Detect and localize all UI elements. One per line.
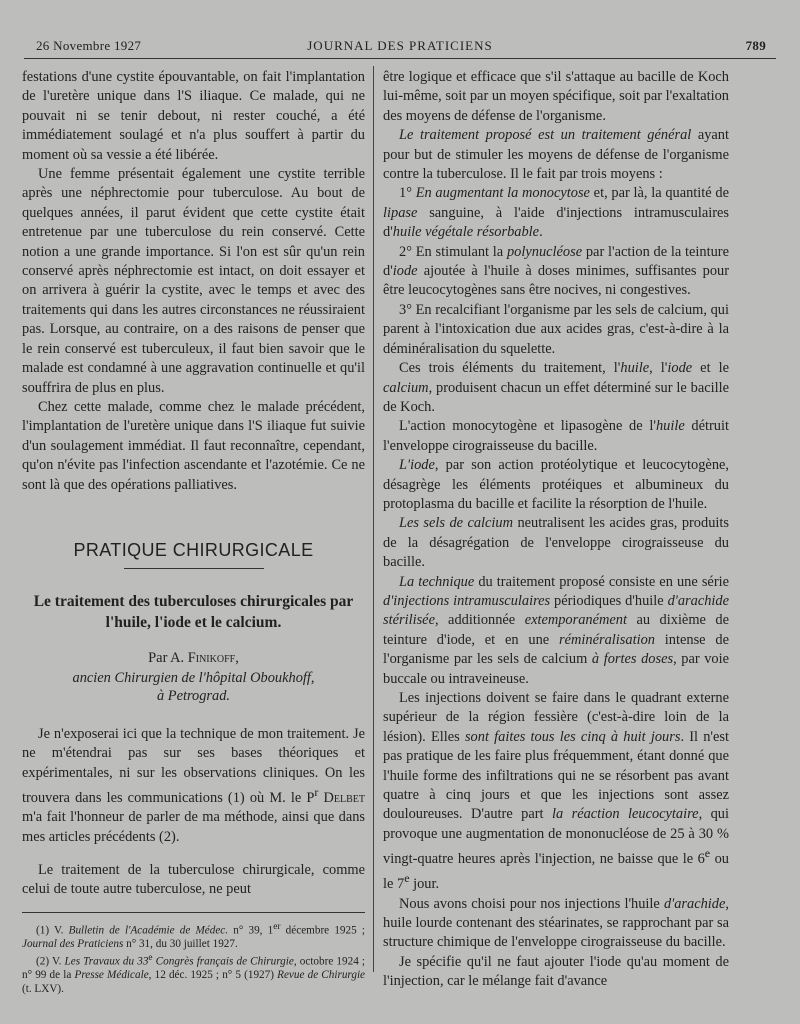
paragraph: Les sels de calcium neutralisent les acides gras, produits de la désagrégation de l'enveloppe cirograisseuse du bacille. [383, 515, 729, 571]
footnote-rule [22, 912, 365, 913]
section-rule [124, 568, 264, 569]
author-affiliation: à Petrograd. [156, 687, 230, 704]
journal-title: JOURNAL DES PRATICIENS [307, 38, 493, 53]
paragraph: La technique du traitement proposé consiste en une série d'injections intramusculaires périodiques d'huile d'arachide stérilisée, additionnée extemporanément au dixième de teinture d'iode, et en une réminéralisation intense de l'organisme par les sels de calcium à fortes doses, par voie buccale ou intraveineuse. [383, 573, 729, 687]
paragraph: Une femme présentait également une cystite terrible après une néphrectomie pour tuberculose. Au bout de quelques années, il parut évident que cette cystite était entretenue par une tuberculose du rein conservé. Cette notion a une grande importance. Si l'on est sûr qu'un rein conservé après néphrectomie est intact, on doit essayer et on arrivera à guérir la cystite, avec le temps et avec des traitements qui dans les autres circonstances ne réussiraient pas. Lorsque, au contraire, on a des raisons de penser que le rein conservé est tuberculeux, il faut bien savoir que le malade est condamné à une aggravation continuelle et qu'il souffrira de plus en plus. [22, 166, 365, 396]
paragraph: 2° En stimulant la polynucléose par l'action de la teinture d'iode ajoutée à l'huile à doses minimes, suffisantes pour être leucocytogènes sans être nocives, ni congestives. [383, 243, 729, 299]
running-header [24, 36, 776, 56]
header-rule [24, 58, 776, 59]
paragraph: être logique et efficace que s'il s'attaque au bacille de Koch lui-même, soit par un moyen spécifique, soit par l'exaltation des moyens de défense de l'organisme. [383, 69, 729, 124]
paragraph: 3° En recalcifiant l'organisme par les sels de calcium, qui parent à l'intoxication due aux acides gras, c'est-à-dire à la déminéralisation du squelette. [383, 301, 729, 357]
paragraph: Le traitement de la tuberculose chirurgicale, comme celui de toute autre tuberculose, ne peut [22, 861, 365, 898]
paragraph: Je spécifie qu'il ne faut ajouter l'iode qu'au moment de l'injection, car le mélange fait d'avance [383, 953, 729, 990]
paragraph: Le traitement proposé est un traitement général ayant pour but de stimuler les moyens de défense de l'organisme contre la tuberculose. Il le fait par trois moyens : [383, 127, 729, 183]
paragraph: Ces trois éléments du traitement, l'huile, l'iode et le calcium, produisent chacun un effet déterminé sur le bacille de Koch. [383, 360, 729, 415]
paragraph: L'iode, par son action protéolytique et leucocytogène, désagrège les éléments protéiques et albumineux du protoplasma du bacille et facilite la résorption de l'huile. [383, 457, 729, 512]
column-divider [373, 66, 374, 972]
footnote-1: (1) V. Bulletin de l'Académie de Médec. n° 39, 1er décembre 1925 ; Journal des Praticiens n° 31, du 30 juillet 1927. [22, 921, 365, 951]
paragraph: Je n'exposerai ici que la technique de mon traitement. Je ne m'étendrai pas sur ses bases théoriques et expérimentales, ni sur les observations cliniques. On les trouvera dans les communications (1) où M. le $P^r$ Delbet m'a fait l'honneur de parler de ma méthode, ainsi que dans mes articles précédents (2). [22, 725, 365, 845]
paragraph: Chez cette malade, comme chez le malade précédent, l'implantation de l'uretère unique dans l'S iliaque fut suivie d'un soulagement immédiat. Il faut reconnaître, cependant, qu'on n'évite pas l'infection ascendante et l'azotémie. Ce ne sont là que des opérations palliatives. [22, 398, 365, 493]
paragraph: 1° En augmentant la monocytose et, par là, la quantité de lipase sanguine, à l'aide d'injections intramusculaires d'huile végétale résorbable. [383, 185, 729, 241]
paragraph: festations d'une cystite épouvantable, on fait l'implantation de l'uretère unique dans l'S iliaque. Ce malade, qui ne pouvait ni se tenir debout, ni rester couché, a été immédiatement soulagé et n'a plus souffert à partir du moment où sa vessie a été libérée. [22, 69, 365, 163]
article-author: Par A. Finikoff, [148, 650, 239, 667]
paragraph: L'action monocytogène et lipasogène de l'huile détruit l'enveloppe cirograisseuse du bacille. [383, 418, 729, 454]
right-column [383, 68, 729, 992]
footnote-2: (2) V. Les Travaux du 33e Congrès français de Chirurgie, octobre 1924 ; n° 99 de la Presse Médicale, 12 déc. 1925 ; n° 5 (1927) Revue de Chirurgie (t. LXV). [22, 952, 366, 995]
article-title: Le traitement des tuberculoses chirurgicales par l'huile, l'iode et le calcium. [33, 593, 354, 632]
paragraph: Nous avons choisi pour nos injections l'huile d'arachide, huile lourde contenant des stéarinates, se rapprochant par sa structure chimique de l'enveloppe cirograisseuse du bacille. [383, 895, 729, 951]
left-column [22, 68, 365, 996]
author-affiliation: ancien Chirurgien de l'hôpital Oboukhoff, [72, 669, 315, 686]
page-number: 789 [745, 38, 766, 53]
issue-date: 26 Novembre 1927 [36, 38, 142, 53]
footnotes [22, 921, 365, 996]
section-title: PRATIQUE CHIRURGICALE [73, 539, 314, 560]
paragraph: Les injections doivent se faire dans le quadrant externe supérieur de la région fessière (c'est-à-dire loin de la lésion). Elles sont faites tous les cinq à huit jours. Il n'est pas pratique de les faire plus fréquemment, étant donné que l'huile forme des infiltrations qui ne se résorbent pas avant quatre à cinq jours et que les injections sont assez douloureuses. D'autre part la réaction leucocytaire, qui provoque une augmentation de mononucléose de 25 à 30 % vingt-quatre heures après l'injection, ne baisse que le 6e ou le 7e jour. [383, 690, 730, 893]
author-name: Finikoff [187, 650, 236, 667]
